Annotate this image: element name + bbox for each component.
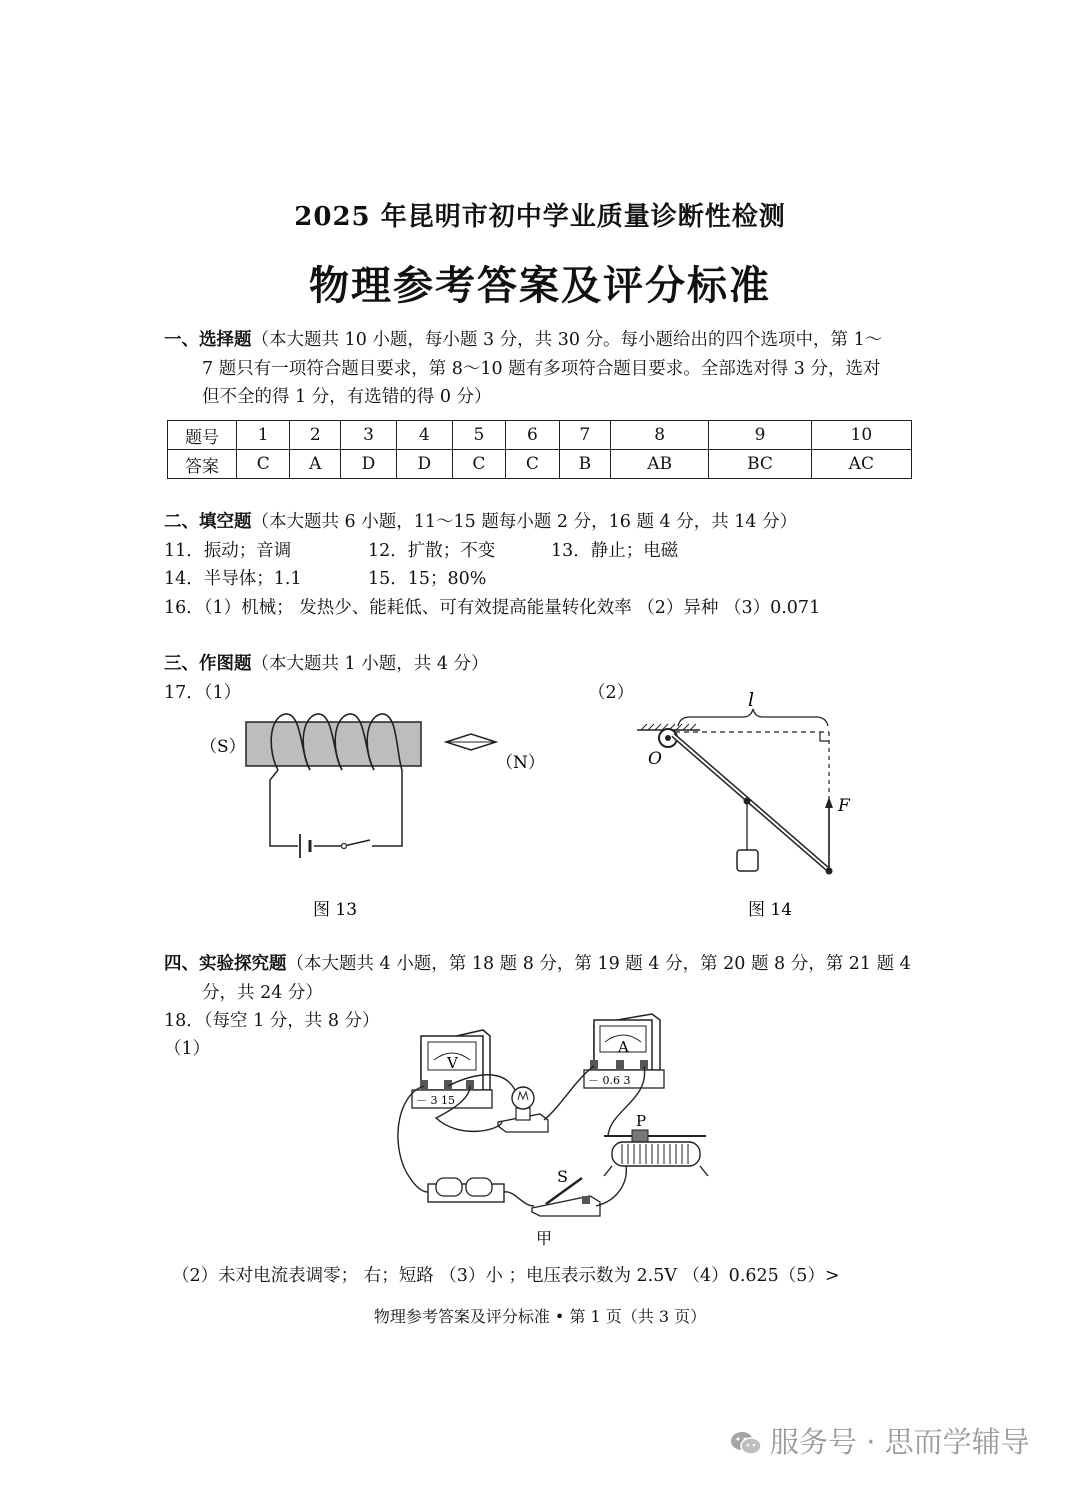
q17-part2-label: （2） (588, 683, 635, 703)
table-cell: C (452, 450, 505, 479)
figure-13-caption: 图 13 (313, 900, 358, 920)
q17-part1-label: 17．（1） (164, 683, 242, 703)
table-cell: D (341, 450, 397, 479)
voltmeter-label: V (447, 1054, 458, 1072)
section2-desc: （本大题共 6 小题，11～15 题每小题 2 分，16 题 4 分，共 14 分） (251, 512, 798, 532)
voltmeter (412, 1030, 492, 1108)
table-cell: 1 (237, 421, 290, 450)
table-cell: AC (811, 450, 911, 479)
rheostat (604, 1112, 708, 1176)
circuit-caption: 甲 (536, 1229, 553, 1248)
section2-heading: 二、填空题 (164, 512, 252, 532)
answer-q11: 11．振动；音调 (164, 541, 292, 561)
page-footer: 物理参考答案及评分标准 • 第 1 页（共 3 页） (373, 1307, 707, 1326)
answer-q12: 12．扩散；不变 (368, 541, 496, 561)
figure-14-caption: 图 14 (748, 900, 793, 920)
table-cell: AB (611, 450, 709, 479)
table-cell: B (559, 450, 610, 479)
table-cell: C (237, 450, 290, 479)
section3-desc: （本大题共 1 小题，共 4 分） (251, 654, 489, 674)
exam-title: 2025 年昆明市初中学业质量诊断性检测 (294, 202, 786, 232)
section1-heading: 一、选择题 (164, 330, 252, 350)
document-title: 物理参考答案及评分标准 (309, 262, 771, 309)
q18-answers: （2）未对电流表调零； 右；短路 （3）小 ；电压表示数为 2.5V （4）0.625（5）> (172, 1266, 840, 1286)
ammeter-label: A (618, 1038, 629, 1056)
voltmeter-terminals: － 3 15 (416, 1094, 455, 1107)
answer-q16: 16．（1）机械； 发热少、能耗低、可有效提高能量转化效率 （2）异种 （3）0.071 (164, 598, 821, 618)
label-o: O (648, 749, 662, 769)
wechat-icon (730, 1430, 762, 1456)
table-cell: 8 (611, 421, 709, 450)
watermark-text: 服务号 · 思而学辅导 (770, 1425, 1030, 1459)
ammeter-terminals: － 0.6 3 (588, 1074, 631, 1087)
section1-desc-line1: （本大题共 10 小题，每小题 3 分，共 30 分。每小题给出的四个选项中，第 1～ (251, 330, 883, 350)
table-cell: 10 (811, 421, 911, 450)
label-n-pole: （N） (496, 753, 545, 773)
section4-heading: 四、实验探究题 (164, 954, 287, 974)
section1-desc-line2: 7 题只有一项符合题目要求，第 8～10 题有多项符合题目要求。全部选对得 3 分，选对 (202, 358, 881, 379)
table-cell: 4 (396, 421, 452, 450)
section3-heading: 三、作图题 (164, 654, 252, 674)
section1-desc-line3: 但不全的得 1 分，有选错的得 0 分） (202, 387, 492, 407)
section4-desc-line2: 分，共 24 分） (202, 982, 323, 1003)
slider-label-p: P (636, 1112, 647, 1130)
light-bulb (498, 1087, 548, 1132)
ammeter (584, 1014, 664, 1088)
label-l: l (748, 689, 755, 711)
switch (532, 1167, 600, 1216)
table-header-answer: 答案 (168, 450, 237, 479)
table-header-number: 题号 (168, 421, 237, 450)
table-cell: 5 (452, 421, 505, 450)
table-cell: 9 (709, 421, 811, 450)
switch-label: S (557, 1167, 568, 1186)
table-cell: A (290, 450, 341, 479)
table-cell: BC (709, 450, 811, 479)
section4-desc-line1: （本大题共 4 小题，第 18 题 8 分，第 19 题 4 分，第 20 题 8 分，第 21 题 4 (286, 954, 911, 974)
table-cell: 7 (559, 421, 610, 450)
q18-part1-label: （1） (164, 1039, 211, 1059)
answer-q14: 14．半导体；1.1 (164, 569, 302, 589)
battery-box (428, 1178, 504, 1202)
answer-q15: 15．15；80% (368, 569, 487, 589)
table-cell: 3 (341, 421, 397, 450)
label-s-pole: （S） (200, 737, 246, 757)
table-cell: C (506, 450, 559, 479)
answer-q13: 13．静止；电磁 (551, 541, 679, 561)
table-cell: D (396, 450, 452, 479)
watermark (730, 1420, 1030, 1461)
label-f: F (838, 796, 850, 816)
q18-heading: 18．（每空 1 分，共 8 分） (164, 1011, 380, 1031)
table-cell: 6 (506, 421, 559, 450)
table-cell: 2 (290, 421, 341, 450)
